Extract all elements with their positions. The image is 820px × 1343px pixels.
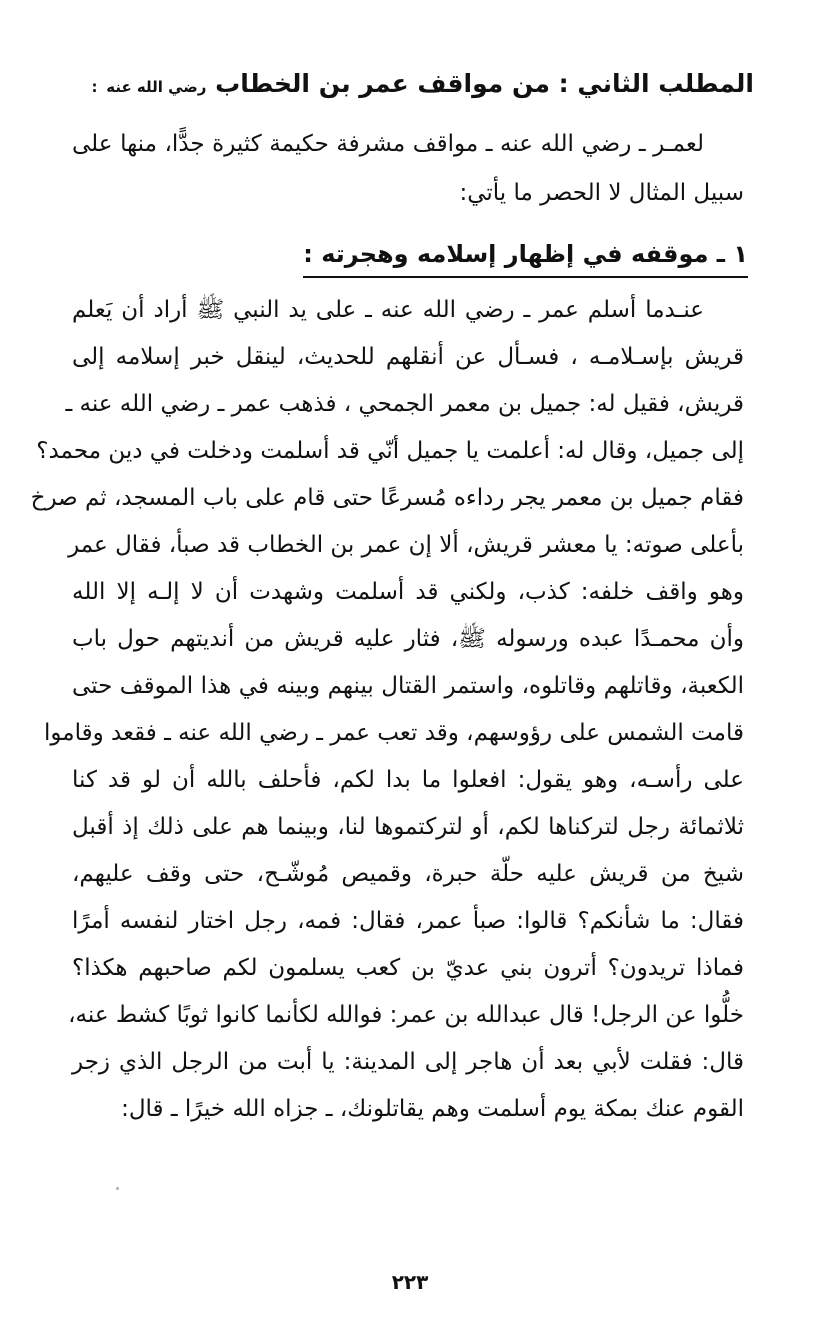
paragraph-line: على رأسـه، وهو يقول: افعلوا ما بدا لكم، فأحلف بالله أن لو قد كنا (72, 767, 744, 793)
paragraph-line: فقال: ما شأنكم؟ قالوا: صبأ عمر، فقال: فمه، رجل اختار لنفسه أمرًا (72, 908, 744, 934)
paragraph-line: شيخ من قريش عليه حلّة حبرة، وقميص مُوشّـح، حتى وقف عليهم، (72, 861, 744, 887)
paragraph-line: قريش، فقيل له: جميل بن معمر الجمحي ، فذهب عمر ـ رضي الله عنه ـ (65, 391, 744, 417)
paragraph-line: وهو واقف خلفه: كذب، ولكني قد أسلمت وشهدت أن لا إلـه إلا الله (72, 579, 744, 605)
paragraph-line: الكعبة، وقاتلهم وقاتلوه، واستمر القتال بينهم وبينه في هذا الموقف حتى (72, 673, 744, 699)
paragraph-line: خلُّوا عن الرجل! قال عبدالله بن عمر: فوالله لكأنما كانوا ثوبًا كشط عنه، (68, 1002, 744, 1028)
paragraph-line: قامت الشمس على رؤوسهم، وقد تعب عمر ـ رضي الله عنه ـ فقعد وقاموا (43, 720, 744, 746)
heading-colon: : (91, 78, 98, 96)
paragraph-line: إلى جميل، وقال له: أعلمت يا جميل أنّي قد أسلمت ودخلت في دين محمد؟ (36, 438, 744, 464)
paragraph-line: القوم عنك بمكة يوم أسلمت وهم يقاتلونك، ـ جزاه الله خيرًا ـ قال: (121, 1096, 744, 1122)
paragraph-line: ثلاثمائة رجل لتركناها لكم، أو لتركتموها لنا، وبينما هم على ذلك إذ أقبل (72, 814, 744, 840)
paragraph-line: بأعلى صوته: يا معشر قريش، ألا إن عمر بن الخطاب قد صبأ، فقال عمر (68, 532, 744, 558)
section-heading (54, 64, 754, 107)
paragraph-line: فقام جميل بن معمر يجر رداءه مُسرعًا حتى قام على باب المسجد، ثم صرخ (30, 485, 744, 511)
subsection-title: ١ ـ موقفه في إظهار إسلامه وهجرته : (303, 234, 748, 278)
intro-line: سبيل المثال لا الحصر ما يأتي: (459, 180, 744, 206)
page-number: ٢٢٣ (391, 1270, 429, 1294)
paragraph-line: عنـدما أسلم عمر ـ رضي الله عنه ـ على يد النبي ﷺ أراد أن يَعلم (72, 297, 704, 323)
paragraph-line: قال: فقلت لأبي بعد أن هاجر إلى المدينة: يا أبت من الرجل الذي زجر (72, 1049, 744, 1075)
honorific-text: رضي الله عنه (106, 78, 207, 96)
paragraph-line: وأن محمـدًا عبده ورسوله ﷺ، فثار عليه قريش من أنديتهم حول باب (72, 626, 744, 652)
print-speck (115, 1186, 119, 1190)
paragraph-line: فماذا تريدون؟ أترون بني عديّ بن كعب يسلمون لكم صاحبهم هكذا؟ (72, 955, 744, 981)
section-heading-text: المطلب الثاني : من مواقف عمر بن الخطاب (215, 69, 754, 98)
intro-line: لعمـر ـ رضي الله عنه ـ مواقف مشرفة حكيمة كثيرة جدًّا، منها على (72, 131, 704, 157)
paragraph-line: قريش بإسـلامـه ، فسـأل عن أنقلهم للحديث، لينقل خبر إسلامه إلى (72, 344, 744, 370)
